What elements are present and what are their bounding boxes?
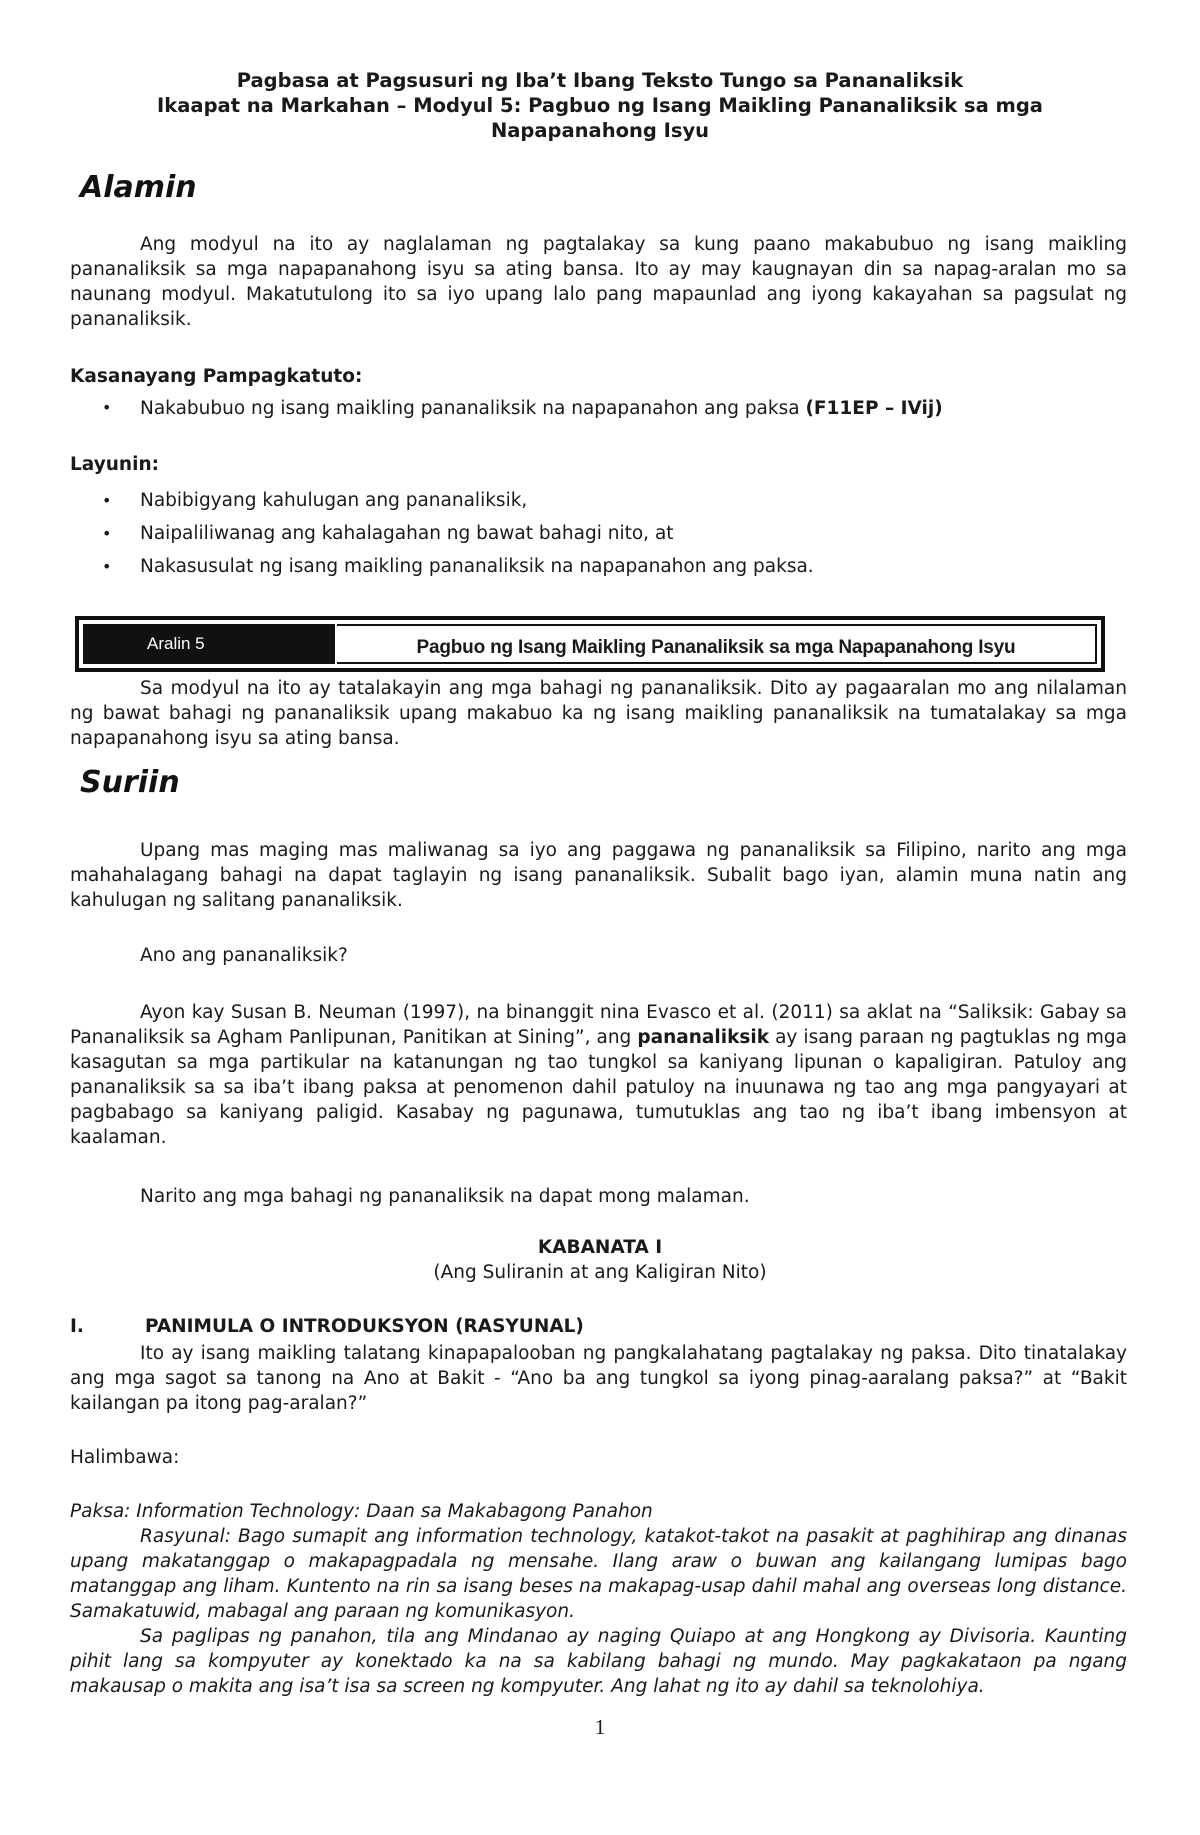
- paksa-line: Paksa: Information Technology: Daan sa Makabagong Panahon: [70, 1501, 653, 1522]
- suriin-paragraph-3: [70, 1000, 1127, 1150]
- suriin-heading: Suriin: [80, 765, 180, 800]
- kasanayan-list: [70, 398, 1130, 419]
- list-item: [70, 517, 1130, 550]
- layunin-item: Nabibigyang kahulugan ang pananaliksik,: [140, 490, 528, 511]
- header-line-1: Pagbasa at Pagsusuri ng Iba’t Ibang Teksto Tungo sa Pananaliksik: [236, 69, 964, 92]
- page-number: 1: [594, 1715, 606, 1739]
- kabanata-title: KABANATA I: [537, 1237, 663, 1258]
- list-item: [70, 550, 1130, 583]
- bullet-icon: •: [102, 557, 112, 576]
- list-item: [70, 484, 1130, 517]
- kasanayan-item: Nakabubuo ng isang maikling pananaliksik na napapanahon ang paksa: [140, 398, 806, 419]
- kasanayan-code: (F11EP – IVij): [805, 398, 943, 419]
- section-title: PANIMULA O INTRODUKSYON (RASYUNAL): [145, 1316, 584, 1337]
- suriin-question: Ano ang pananaliksik?: [140, 945, 348, 966]
- alamin-heading: Alamin: [80, 170, 197, 205]
- kasanayan-label: Kasanayang Pampagkatuto:: [70, 366, 363, 387]
- aralin-title: Pagbuo ng Isang Maikling Pananaliksik sa mga Napapanahong Isyu: [416, 637, 1016, 658]
- definition-term: pananaliksik: [637, 1027, 770, 1048]
- aralin-title-box: [337, 624, 1097, 664]
- bullet-icon: •: [102, 491, 112, 510]
- layunin-list: [70, 484, 1130, 583]
- suriin-paragraph-4: Narito ang mga bahagi ng pananaliksik na dapat mong malaman.: [140, 1186, 750, 1207]
- list-item: [70, 398, 1130, 419]
- definition-text-a: Ayon kay Susan B. Neuman (1997), na binanggit nina Evasco et al. (2011) sa aklat na “Saliksik: Gabay sa Pananaliksik sa Agham Panlipunan, Panitikan at Sining”, ang: [70, 1002, 1127, 1048]
- halimbawa-label: Halimbawa:: [70, 1447, 180, 1468]
- bullet-icon: •: [102, 524, 112, 543]
- document-header: [150, 68, 1050, 143]
- layunin-label: Layunin:: [70, 454, 160, 475]
- suriin-paragraph-1: Upang mas maging mas maliwanag sa iyo ang paggawa ng pananaliksik sa Filipino, narito ang mga mahahalagang bahagi na dapat taglayin ng isang pananaliksik. Subalit bago iyan, alamin muna natin ang kahulugan ng salitang pananaliksik.: [70, 840, 1127, 911]
- rasyunal-paragraph-1: Rasyunal: Bago sumapit ang information technology, katakot-takot na pasakit at paghihirap ang dinanas upang makatanggap o makapagpadala ng mensahe. Ilang araw o buwan ang kailangang lumipas bago matanggap ang liham. Kuntento na rin sa isang beses na makapag-usap dahil mahal ang overseas long distance. Samakatuwid, mabagal ang paraan ng komunikasyon.: [70, 1526, 1127, 1622]
- layunin-item: Naipaliliwanag ang kahalagahan ng bawat bahagi nito, at: [140, 523, 674, 544]
- kabanata-subtitle: (Ang Suliranin at ang Kaligiran Nito): [433, 1262, 767, 1283]
- rasyunal-paragraph-2: Sa paglipas ng panahon, tila ang Mindanao ay naging Quiapo at ang Hongkong ay Divisoria. Kaunting pihit lang sa kompyuter ay konektado ka na sa kabilang bahagi ng mundo. May pagkakataon pa ngang makausap o makita ang isa’t isa sa screen ng kompyuter. Ang lahat ng ito ay dahil sa teknolohiya.: [70, 1626, 1127, 1697]
- aralin-paragraph: Sa modyul na ito ay tatalakayin ang mga bahagi ng pananaliksik. Dito ay pagaaralan mo ang nilalaman ng bawat bahagi ng pananaliksik upang makabuo ka ng isang maikling pananaliksik na tumatalakay sa mga napapanahong isyu sa ating bansa.: [70, 678, 1127, 749]
- alamin-paragraph: Ang modyul na ito ay naglalaman ng pagtalakay sa kung paano makabubuo ng isang maikling pananaliksik sa mga napapanahong isyu sa ating bansa. Ito ay may kaugnayan din sa napag-aralan mo sa naunang modyul. Makatutulong ito sa iyo upang lalo pang mapaunlad ang iyong kakayahan sa pagsulat ng pananaliksik.: [70, 234, 1127, 330]
- section-paragraph: Ito ay isang maikling talatang kinapapalooban ng pangkalahatang pagtalakay ng paksa. Dito tinatalakay ang mga sagot sa tanong na Ano at Bakit - “Ano ba ang tungkol sa iyong pinag-aaralang paksa?” at “Bakit kailangan pa itong pag-aralan?”: [70, 1343, 1127, 1414]
- definition-text-b: ay isang paraan ng pagtuklas ng mga kasagutan sa mga partikular na katanungan ng tao tungkol sa kaniyang lipunan o kapaligiran. Patuloy ang pananaliksik sa sa iba’t ibang paksa at penomenon dahil patuloy na inuunawa ng tao ang mga pangyayari at pagbabago sa kaniyang paligid. Kasabay ng pagunawa, tumutuklas ang tao ng iba’t ibang imbensyon at kaalaman.: [70, 1027, 1127, 1148]
- section-number: I.: [70, 1316, 84, 1337]
- header-line-2: Ikaapat na Markahan – Modyul 5: Pagbuo ng Isang Maikling Pananaliksik sa mga: [157, 94, 1043, 117]
- bullet-icon: •: [102, 398, 112, 417]
- aralin-banner: [75, 616, 1105, 672]
- aralin-label: Aralin 5: [83, 624, 335, 664]
- layunin-item: Nakasusulat ng isang maikling pananaliksik na napapanahon ang paksa.: [140, 556, 814, 577]
- header-line-3: Napapanahong Isyu: [490, 119, 710, 142]
